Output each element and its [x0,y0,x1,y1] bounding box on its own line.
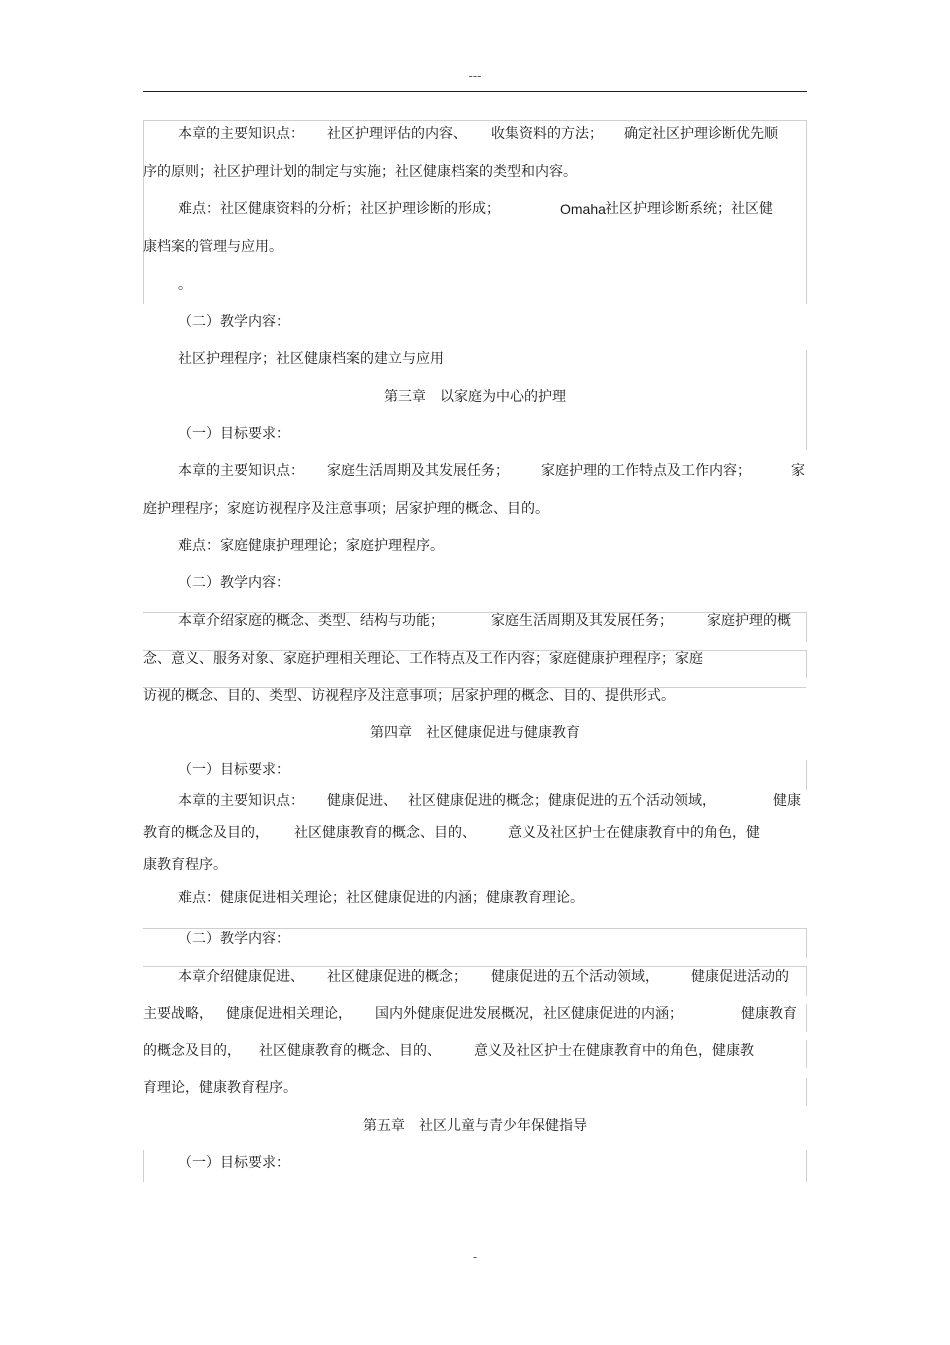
text-segment: 社区健康教育的概念、目的、 [294,825,476,841]
header-rule [143,91,807,92]
border-right-5 [806,760,807,790]
border-right-9 [806,1040,807,1068]
text-line: 难点：家庭健康护理理论；家庭护理程序。 [178,538,444,554]
text-segment: 本章的主要知识点： [178,793,304,809]
text-segment: 家 [791,463,805,479]
text-segment: 国内外健康促进发展概况，社区健康促进的内涵； [375,1006,683,1022]
border-right-11 [806,1150,807,1182]
chapter-title: 第三章 以家庭为中心的护理 [384,389,566,405]
section-heading: （一）目标要求： [178,426,290,442]
text-line: 育理论，健康教育程序。 [143,1080,297,1096]
text-segment: Omaha [560,201,606,217]
border-top-6 [143,966,806,967]
text-segment: 本章介绍健康促进、 [178,969,304,985]
text-segment: 本章的主要知识点： [178,463,304,479]
border-right-10 [806,1078,807,1106]
text-segment: 确定社区护理诊断优先顺 [624,126,778,142]
section-heading: （一）目标要求： [178,1155,290,1171]
text-line: 社区护理程序；社区健康档案的建立与应用 [178,351,444,367]
border-right-1 [806,120,807,304]
border-right-8 [806,1004,807,1032]
text-segment: 社区护理诊断系统；社区健 [605,201,773,217]
section-heading: （二）教学内容： [178,575,290,591]
text-segment: 主要战略， [143,1006,213,1022]
footer-mark: - [472,1250,478,1264]
text-line: 康教育程序。 [143,857,227,873]
border-top-5 [143,928,806,929]
text-segment: 健康促进相关理论， [226,1006,352,1022]
text-segment: 的概念及目的， [143,1043,241,1059]
text-segment: 收集资料的方法； [491,126,603,142]
text-segment: 社区护理评估的内容、 [327,126,467,142]
border-top-1 [143,120,806,121]
section-heading: （二）教学内容： [178,931,290,947]
text-line: 康档案的管理与应用。 [143,239,283,255]
text-segment: 意义及社区护士在健康教育中的角色，健康教 [474,1043,754,1059]
border-left-1 [143,120,144,304]
text-line: 。 [178,277,192,293]
chapter-title: 第四章 社区健康促进与健康教育 [370,725,580,741]
section-heading: （二）教学内容： [178,314,290,330]
text-line: 念、意义、服务对象、家庭护理相关理论、工作特点及工作内容；家庭健康护理程序；家庭 [143,651,703,667]
text-segment: 健康促进、 [327,793,397,809]
text-segment: 难点：社区健康资料的分析；社区护理诊断的形成； [178,201,500,217]
chapter-title: 第五章 社区儿童与青少年保健指导 [363,1118,587,1134]
border-right-3 [806,612,807,642]
border-right-6 [806,928,807,958]
text-line: 序的原则；社区护理计划的制定与实施；社区健康档案的类型和内容。 [143,164,577,180]
border-left-2 [143,1150,144,1182]
text-segment: 社区健康促进的概念； [327,969,467,985]
text-segment: 健康教育 [741,1006,797,1022]
text-segment: 家庭护理的工作特点及工作内容； [541,463,751,479]
border-right-7 [806,966,807,996]
text-segment: 本章的主要知识点： [178,126,304,142]
text-segment: 健康 [773,793,801,809]
text-segment: 意义及社区护士在健康教育中的角色，健 [508,825,760,841]
text-segment: 社区健康促进的概念；健康促进的五个活动领域， [408,793,716,809]
section-heading: （一）目标要求： [178,762,290,778]
text-line: 难点：健康促进相关理论；社区健康促进的内涵；健康教育理论。 [178,890,584,906]
border-right-4 [806,650,807,678]
text-segment: 本章介绍家庭的概念、类型、结构与功能； [178,613,444,629]
text-segment: 社区健康教育的概念、目的、 [259,1043,441,1059]
text-segment: 家庭生活周期及其发展任务； [491,613,673,629]
text-segment: 家庭护理的概 [707,613,791,629]
header-mark: --- [468,69,482,83]
text-segment: 家庭生活周期及其发展任务； [327,463,509,479]
text-segment: 健康促进的五个活动领域， [491,969,659,985]
text-segment: 健康促进活动的 [691,969,789,985]
text-line: 庭护理程序；家庭访视程序及注意事项；居家护理的概念、目的。 [143,501,549,517]
text-line: 访视的概念、目的、类型、访视程序及注意事项；居家护理的概念、目的、提供形式。 [143,688,675,704]
text-segment: 教育的概念及目的， [143,825,269,841]
